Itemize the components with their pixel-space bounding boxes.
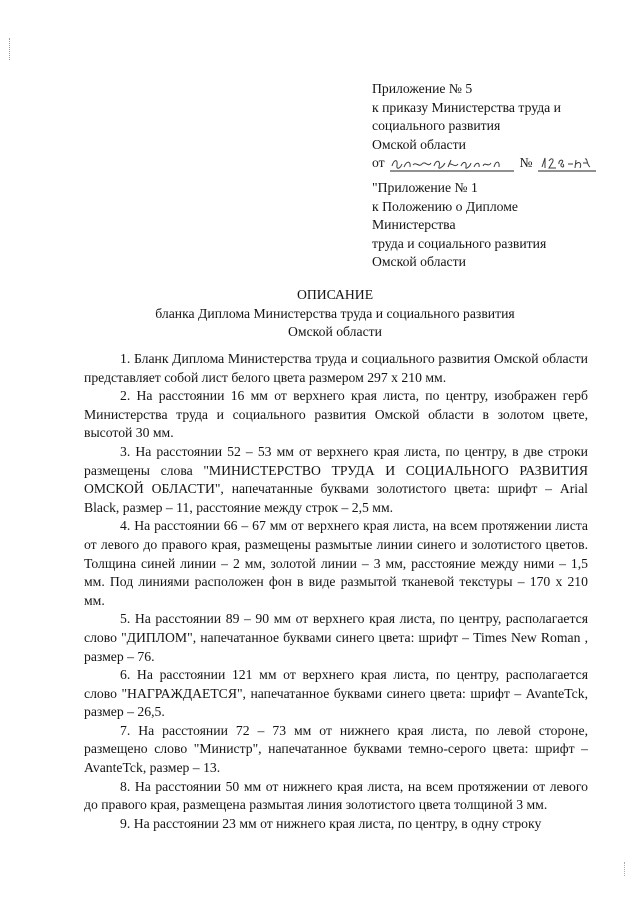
scan-margin-mark (624, 862, 626, 876)
paragraph: 2. На расстоянии 16 мм от верхнего края листа, по центру, изображен герб Министерства труда и социального развития Омской области в золотом цвете, высотой 30 мм. (84, 388, 588, 441)
annex-line: Министерства (372, 217, 456, 233)
paragraph: 9. На расстоянии 23 мм от нижнего края листа, по центру, в одну строку (120, 815, 542, 831)
document-body (84, 350, 588, 833)
title-subtitle-line: Омской области (288, 324, 382, 340)
document-title (60, 286, 610, 342)
annex-line: к приказу Министерства труда и (372, 99, 562, 115)
handwritten-date (388, 155, 516, 173)
scan-margin-mark (9, 38, 11, 60)
annex-header-secondary (372, 179, 632, 272)
paragraph: 3. На расстоянии 52 – 53 мм от верхнего края листа, по центру, в две строки размещены слова "МИНИСТЕРСТВО ТРУДА И СОЦИАЛЬНОГО РАЗВИТИЯ ОМСКОЙ ОБЛАСТИ", напечатанные буквами золотистого цвета: шрифт – Arial Black, размер – 11, расстояние между строк – 2,5 мм. (84, 443, 588, 515)
title-heading: ОПИСАНИЕ (296, 287, 374, 302)
paragraph: 6. На расстоянии 121 мм от верхнего края листа, по центру, располагается слово "НАГРАЖДАЕТСЯ", напечатанное буквами синего цвета: шрифт – AvanteTck, размер – 26,5. (84, 667, 588, 720)
annex-line: "Приложение № 1 (372, 180, 478, 195)
paragraph: 5. На расстоянии 89 – 90 мм от верхнего края листа, по центру, располагается слово "ДИПЛОМ", напечатанное буквами синего цвета: шрифт – Times New Roman , размер – 76. (84, 611, 588, 664)
annex-line: Омской области (372, 254, 466, 270)
annex-line: Омской области (372, 136, 466, 152)
paragraph: 1. Бланк Диплома Министерства труда и социального развития Омской области представляет собой лист белого цвета размером 297 х 210 мм. (84, 351, 588, 385)
annex-line: к Положению о Дипломе (372, 198, 519, 214)
title-subtitle-line: бланка Диплома Министерства труда и социального развития (155, 305, 515, 321)
annex-header (372, 80, 632, 173)
annex-line: Приложение № 5 (372, 81, 473, 96)
paragraph: 8. На расстоянии 50 мм от нижнего края листа, на всем протяжении от левого до правого края, размещена размытая линия золотистого цвета толщиной 3 мм. (84, 778, 588, 813)
number-label: № (519, 155, 533, 171)
paragraph: 7. На расстоянии 72 – 73 мм от нижнего края листа, по левой стороне, размещено слово "Министр", напечатанное буквами темно-серого цвета: шрифт – AvanteTck, размер – 13. (84, 722, 588, 776)
annex-line: социального развития (372, 118, 501, 134)
annex-line: труда и социального развития (372, 235, 547, 251)
paragraph: 4. На расстоянии 66 – 67 мм от верхнего края листа, на всем протяжении листа от левого до правого края, размещены размытые линии синего и золотистого цветов. Толщина синей линии – 2 мм, золотой линии – 3 мм, расстояние между ними – 1,5 мм. Под линиями расположен фон в виде размытой тканевой текстуры – 170 х 210 мм. (84, 518, 588, 608)
handwritten-order-number (536, 155, 598, 173)
from-label: от (372, 155, 385, 171)
order-date-number-line (372, 154, 632, 173)
